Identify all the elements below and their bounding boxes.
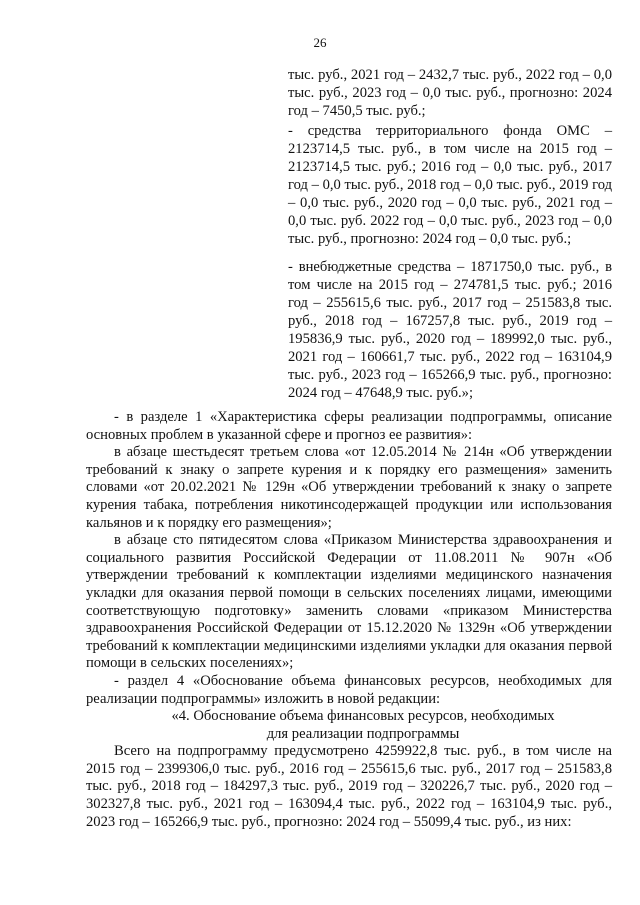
document-body bbox=[86, 409, 612, 831]
section-4-heading-line-2: для реализации подпрограммы bbox=[266, 725, 460, 742]
page-number: 26 bbox=[313, 35, 327, 50]
funding-paragraph-continued: тыс. руб., 2021 год – 2432,7 тыс. руб., 2022 год – 0,0 тыс. руб., 2023 год – 0,0 тыс. руб., прогнозно: 2024 год – 7450,5 тыс. руб.; bbox=[288, 67, 612, 119]
section-1-amendment: - в разделе 1 «Характеристика сферы реализации подпрограммы, описание основных проблем в указанной сфере и прогноз ее развития»: bbox=[86, 409, 612, 443]
section-4-amendment: - раздел 4 «Обоснование объема финансовых ресурсов, необходимых для реализации подпрограммы» изложить в новой редакции: bbox=[86, 672, 612, 707]
funding-paragraph-extrabudgetary: - внебюджетные средства – 1871750,0 тыс. руб., в том числе на 2015 год – 274781,5 тыс. руб.; 2016 год – 255615,6 тыс. руб., 2017 год – 251583,8 тыс. руб., 2018 год – 167257,8 тыс. руб., 2019 год – 195836,9 тыс. руб., 2020 год – 189992,0 тыс. руб., 2021 год – 160661,7 тыс. руб., 2022 год – 163104,9 тыс. руб., 2023 год – 165266,9 тыс. руб., прогнозно: 2024 год – 47648,9 тыс. руб.»; bbox=[288, 259, 612, 401]
section-4-heading-line-1: «4. Обоснование объема финансовых ресурсов, необходимых bbox=[171, 708, 555, 725]
funding-paragraph-oms: - средства территориального фонда ОМС – 2123714,5 тыс. руб., в том числе на 2015 год – 2123714,5 тыс. руб.; 2016 год – 0,0 тыс. руб., 2017 год – 0,0 тыс. руб., 2018 год – 0,0 тыс. руб., 2019 год – 0,0 тыс. руб., 2020 год – 0,0 тыс. руб., 2021 год – 0,0 тыс. руб. 2022 год – 0,0 тыс. руб., 2023 год – 0,0 тыс. руб., прогнозно: 2024 год – 0,0 тыс. руб.; bbox=[288, 123, 612, 247]
total-funding-paragraph: Всего на подпрограмму предусмотрено 4259922,8 тыс. руб., в том числе на 2015 год – 2399306,0 тыс. руб., 2016 год – 255615,6 тыс. руб., 2017 год – 251583,8 тыс. руб., 2018 год – 184297,3 тыс. руб., 2019 год – 320226,7 тыс. руб., 2020 год – 302327,8 тыс. руб., 2021 год – 163094,4 тыс. руб., 2022 год – 163104,9 тыс. руб., 2023 год – 165266,9 тыс. руб., прогнозно: 2024 год – 55099,4 тыс. руб., из них: bbox=[86, 743, 612, 830]
paragraph-63-amendment: в абзаце шестьдесят третьем слова «от 12.05.2014 № 214н «Об утверждении требований к знаку о запрете курения и к порядку его размещения» заменить словами «от 20.02.2021 № 129н «Об утверждении требований к знаку о запрете курения табака, потребления никотинсодержащей продукции или использования кальянов и к порядку его размещения»; bbox=[86, 444, 612, 531]
funding-column-continuation bbox=[288, 66, 612, 120]
funding-column-oms bbox=[288, 122, 612, 248]
paragraph-150-amendment: в абзаце сто пятидесятом слова «Приказом Министерства здравоохранения и социального развития Российской Федерации от 11.08.2011 № 907н «Об утверждении требований к комплектации изделиями медицинского назначения укладки для оказания первой помощи в сельских поселениях лицами, имеющими соответствующую подготовку» заменить словами «приказом Министерства здравоохранения Российской Федерации от 15.12.2020 № 1329н «Об утверждении требований к комплектации медицинскими изделиями укладки для оказания первой помощи в сельских поселениях»; bbox=[86, 532, 612, 672]
funding-column-extrabudgetary bbox=[288, 258, 612, 402]
